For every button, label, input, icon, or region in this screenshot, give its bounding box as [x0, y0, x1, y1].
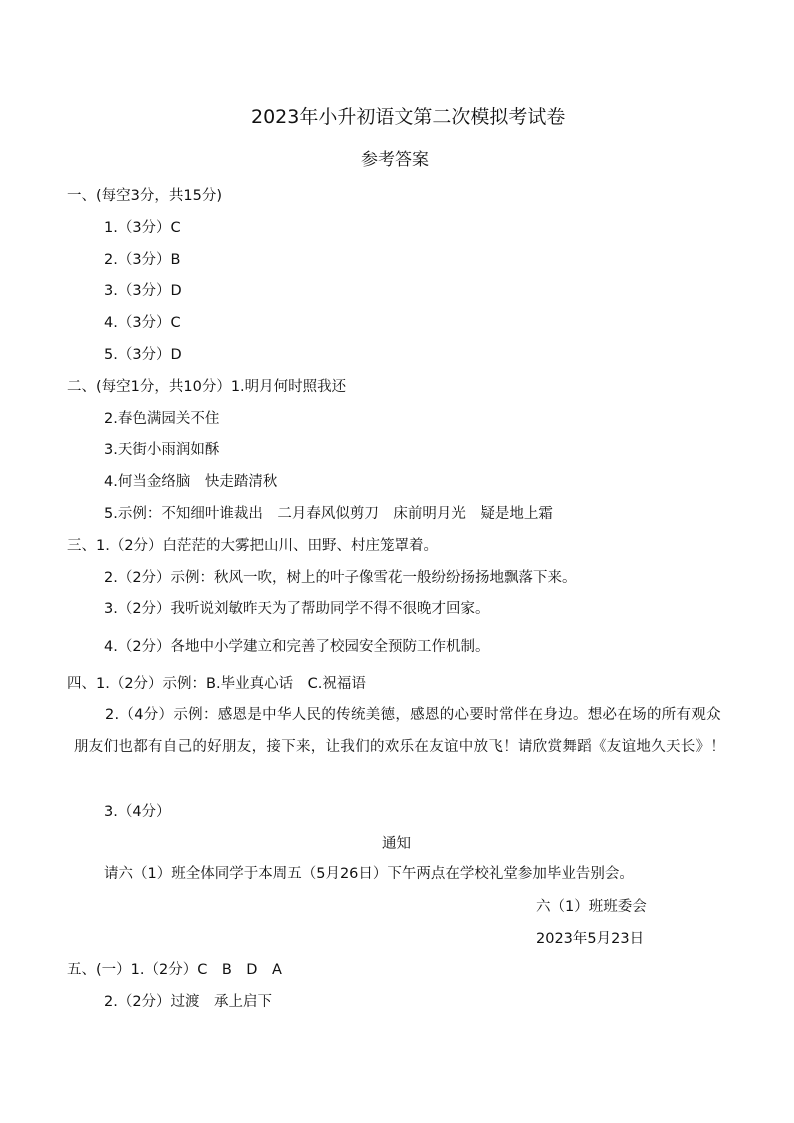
notice-date: 2023年5月23日 [536, 931, 645, 947]
section-3-item-2: 2.（2分）示例：秋风一吹，树上的叶子像雪花一般纷纷扬扬地飘落下来。 [104, 570, 577, 586]
section-2-item-2: 2.春色满园关不住 [104, 411, 220, 427]
section-1-item-1: 1.（3分）C [104, 220, 181, 236]
section-2-item-3: 3.天街小雨润如酥 [104, 442, 220, 458]
section-3-heading: 三、1.（2分）白茫茫的大雾把山川、田野、村庄笼罩着。 [67, 538, 439, 554]
section-5-heading: 五、(一）1.（2分）C B D A [67, 962, 282, 978]
notice-body: 请六（1）班全体同学于本周五（5月26日）下午两点在学校礼堂参加毕业告别会。 [104, 866, 634, 882]
section-1-item-3: 3.（3分）D [104, 283, 182, 299]
section-2-heading: 二、(每空1分，共10分）1.明月何时照我还 [67, 379, 347, 395]
notice-title: 通知 [382, 836, 411, 852]
section-4-heading: 四、1.（2分）示例：B.毕业真心话 C.祝福语 [67, 676, 366, 692]
page-subtitle: 参考答案 [361, 150, 429, 170]
section-4-item-3: 3.（4分） [104, 804, 171, 820]
section-1-item-4: 4.（3分）C [104, 315, 181, 331]
section-3-item-3: 3.（2分）我听说刘敏昨天为了帮助同学不得不很晚才回家。 [104, 601, 490, 617]
section-1-item-5: 5.（3分）D [104, 347, 182, 363]
section-2-item-5: 5.示例：不知细叶谁裁出 二月春风似剪刀 床前明月光 疑是地上霜 [104, 506, 553, 522]
page-title: 2023年小升初语文第二次模拟考试卷 [251, 106, 566, 128]
section-5-item-2: 2.（2分）过渡 承上启下 [104, 994, 273, 1010]
notice-signature: 六（1）班班委会 [536, 899, 647, 915]
section-1-heading: 一、(每空3分，共15分) [67, 188, 222, 204]
section-4-item-2: 2.（4分）示例：感恩是中华人民的传统美德，感恩的心要时常伴在身边。想必在场的所有观众朋友们也都有自己的好朋友，接下来，让我们的欢乐在友谊中放飞！请欣赏舞蹈《友谊地久天长》！ [74, 707, 726, 755]
section-2-item-4: 4.何当金络脑 快走踏清秋 [104, 474, 278, 490]
section-1-item-2: 2.（3分）B [104, 252, 181, 268]
section-3-item-4: 4.（2分）各地中小学建立和完善了校园安全预防工作机制。 [104, 639, 490, 655]
